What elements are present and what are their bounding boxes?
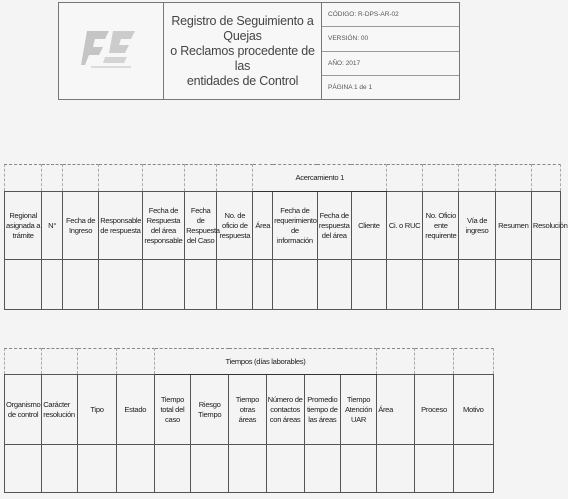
col-promedio-tiempo: Promedio tiempo de las áreas [304, 375, 340, 445]
cell-input[interactable] [377, 445, 415, 493]
col-tipo: Tipo [78, 375, 116, 445]
table1-spacer-row [5, 165, 561, 192]
col-fecha-respuesta-area: Fecha de respuesta del área [317, 192, 351, 260]
cell-input[interactable] [42, 260, 63, 310]
cell-input[interactable] [62, 260, 98, 310]
col-numero: N° [42, 192, 63, 260]
cell-input[interactable] [415, 445, 453, 493]
col-fecha-respuesta-caso: Fecha de Respuesta del Caso [185, 192, 217, 260]
col-tiempo-atencion-uar: Tiempo Atención UAR [340, 375, 376, 445]
cell-input[interactable] [99, 260, 142, 310]
col-organismo-control: Organismo de control [5, 375, 42, 445]
col-fecha-requerimiento: Fecha de requerimiento de información [273, 192, 318, 260]
institution-logo-icon [83, 25, 141, 71]
col-resolucion: Resolución [531, 192, 560, 260]
col-area: Área [253, 192, 273, 260]
cell-input[interactable] [351, 260, 386, 310]
cell-input[interactable] [229, 445, 266, 493]
col-responsable: Responsable de respuesta [99, 192, 142, 260]
cell-input[interactable] [495, 260, 531, 310]
codigo-label: CÓDIGO: R-DPS-AR-02 [322, 3, 459, 27]
cell-input[interactable] [340, 445, 376, 493]
cell-input[interactable] [459, 260, 495, 310]
document-header [58, 2, 460, 100]
col-tiempo-otras-areas: Tiempo otras áreas [229, 375, 266, 445]
col-tiempo-total: Tiempo total del caso [154, 375, 190, 445]
col-estado: Estado [116, 375, 154, 445]
cell-input[interactable] [273, 260, 318, 310]
seguimiento-table-2 [4, 348, 494, 493]
cell-input[interactable] [5, 260, 42, 310]
pagina-label: PÁGINA 1 de 1 [328, 83, 373, 91]
table1-data-row [5, 260, 561, 310]
cell-input[interactable] [423, 260, 459, 310]
cell-input[interactable] [116, 445, 154, 493]
tiempos-group-header: Tiempos (días laborables) [154, 349, 376, 375]
col-fecha-respuesta-area-responsable: Fecha de Respuesta del área responsable [142, 192, 184, 260]
table2-data-row [5, 445, 494, 493]
cell-input[interactable] [185, 260, 217, 310]
title-line-3: entidades de Control [186, 73, 299, 88]
col-oficio-respuesta: No. de oficio de respuesta [217, 192, 253, 260]
document-title [164, 3, 322, 99]
col-motivo: Motivo [453, 375, 493, 445]
col-oficio-requirente: No. Oficio ente requirente [423, 192, 459, 260]
col-resumen: Resumen [495, 192, 531, 260]
cell-input[interactable] [78, 445, 116, 493]
col-riesgo-tiempo: Riesgo Tiempo [191, 375, 229, 445]
document-meta [322, 3, 459, 99]
cell-input[interactable] [266, 445, 304, 493]
table2-header-row [5, 375, 494, 445]
cell-input[interactable] [304, 445, 340, 493]
col-cliente: Cliente [351, 192, 386, 260]
cell-input[interactable] [142, 260, 184, 310]
title-line-1: Registro de Seguimiento a Quejas [171, 13, 314, 43]
col-fecha-ingreso: Fecha de Ingreso [62, 192, 98, 260]
anio-label: AÑO: 2017 [322, 52, 459, 76]
col-numero-contactos: Número de contactos con áreas [266, 375, 304, 445]
cell-input[interactable] [191, 445, 229, 493]
col-regional: Regional asignada a trámite [5, 192, 42, 260]
cell-input[interactable] [154, 445, 190, 493]
cell-input[interactable] [386, 260, 422, 310]
cell-input[interactable] [453, 445, 493, 493]
table2-spacer-row [5, 349, 494, 375]
col-caracter-resolucion: Carácter resolución [42, 375, 78, 445]
cell-input[interactable] [317, 260, 351, 310]
col-proceso: Proceso [415, 375, 453, 445]
acercamiento-group-header: Acercamiento 1 [253, 165, 387, 192]
col-via-ingreso: Vía de ingreso [459, 192, 495, 260]
table1-header-row [5, 192, 561, 260]
logo-cell [59, 3, 164, 99]
title-line-2: o Reclamos procedente de las [170, 43, 315, 73]
cell-input[interactable] [253, 260, 273, 310]
seguimiento-table-1 [4, 164, 568, 310]
version-label: VERSIÓN: 00 [322, 27, 459, 51]
cell-input[interactable] [42, 445, 78, 493]
cell-input[interactable] [217, 260, 253, 310]
col-ci-ruc: Ci. o RUC [386, 192, 422, 260]
col-area: Área [377, 375, 415, 445]
cell-input[interactable] [5, 445, 42, 493]
cell-input[interactable] [531, 260, 560, 310]
